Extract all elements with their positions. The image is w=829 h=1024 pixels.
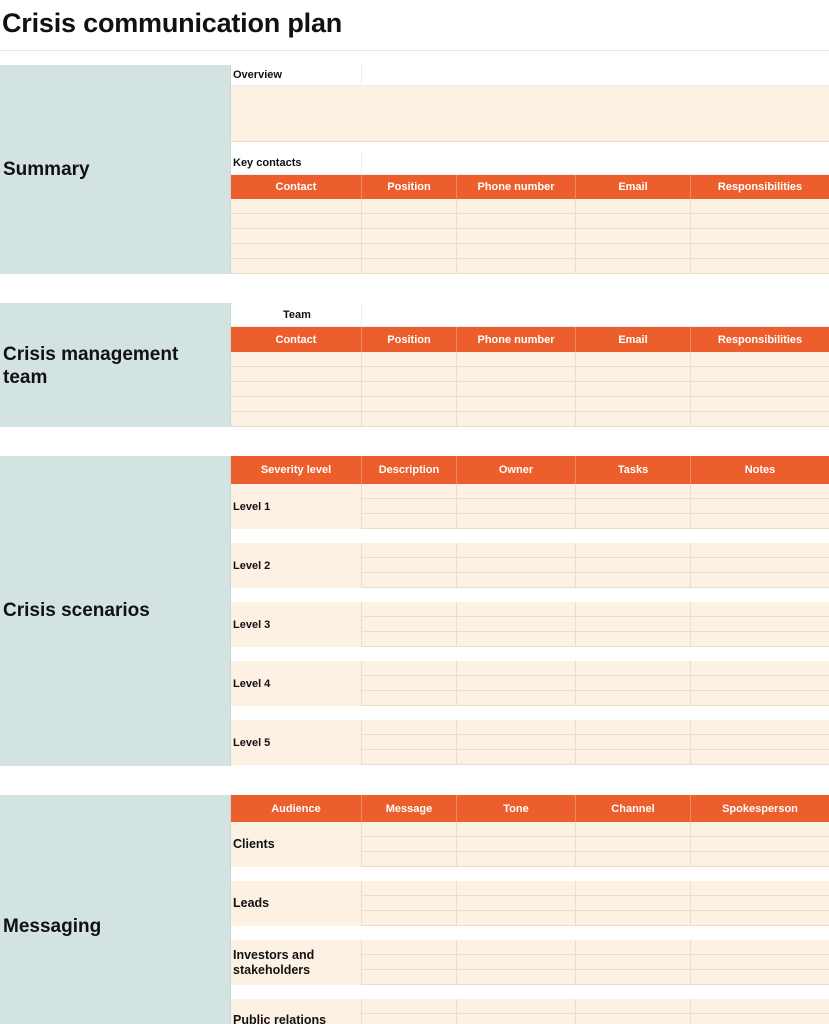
scenarios-header [231,456,829,484]
table-row [231,367,829,382]
group-spacer [231,867,829,881]
column-header: Contact [231,327,362,352]
severity-level-label: Level 3 [231,602,362,647]
section-summary-label-panel [0,65,231,274]
table-cell[interactable] [576,397,691,412]
team-label: Team [231,303,362,327]
table-cell[interactable] [457,367,576,382]
severity-level-group [231,720,829,765]
table-cell[interactable] [576,499,691,514]
table-cell[interactable] [576,259,691,274]
table-cell[interactable] [576,558,691,573]
column-header: Position [362,175,457,199]
table-cell[interactable] [576,632,691,647]
table-cell[interactable] [691,229,829,244]
table-cell[interactable] [362,661,457,676]
table-cell[interactable] [362,499,457,514]
group-spacer [231,926,829,940]
overview-textarea[interactable] [231,86,829,142]
section-team-label-panel [0,303,231,427]
table-cell[interactable] [691,750,829,765]
table-cell[interactable] [457,955,576,970]
group-spacer [231,647,829,661]
group-spacer [231,529,829,543]
table-cell[interactable] [457,999,576,1014]
messaging-header [231,795,829,822]
table-cell[interactable] [576,970,691,985]
table-cell[interactable] [457,676,576,691]
column-header: Contact [231,175,362,199]
audience-label: Public relations [231,999,362,1024]
table-cell[interactable] [691,514,829,529]
table-cell[interactable] [576,617,691,632]
table-cell[interactable] [576,676,691,691]
column-header: Phone number [457,175,576,199]
table-cell[interactable] [576,484,691,499]
table-cell[interactable] [362,352,457,367]
section-scenarios-label-panel [0,456,231,766]
table-cell[interactable] [576,661,691,676]
table-cell[interactable] [576,881,691,896]
table-row [231,259,829,274]
table-cell[interactable] [576,514,691,529]
audience-group [231,999,829,1024]
table-cell[interactable] [362,940,457,955]
table-cell[interactable] [691,602,829,617]
table-row [231,397,829,412]
table-cell[interactable] [362,229,457,244]
overview-row [231,65,829,86]
table-cell[interactable] [362,1014,457,1024]
table-cell[interactable] [362,514,457,529]
column-header: Severity level [231,456,362,484]
table-cell[interactable] [362,822,457,837]
table-row [231,229,829,244]
table-cell[interactable] [362,367,457,382]
table-row [231,214,829,229]
table-cell[interactable] [457,499,576,514]
column-header: Tone [457,795,576,822]
table-cell[interactable] [457,896,576,911]
table-cell[interactable] [576,199,691,214]
table-cell[interactable] [691,499,829,514]
table-cell[interactable] [457,484,576,499]
table-cell[interactable] [691,573,829,588]
table-cell[interactable] [362,558,457,573]
section-summary-title: Summary [3,159,90,180]
table-cell[interactable] [457,617,576,632]
column-header: Description [362,456,457,484]
severity-level-group [231,484,829,529]
table-cell[interactable] [231,412,362,427]
table-cell[interactable] [457,244,576,259]
team-row [231,303,829,327]
column-header: Tasks [576,456,691,484]
team-row-blank[interactable] [362,303,829,327]
table-cell[interactable] [576,412,691,427]
table-cell[interactable] [362,970,457,985]
overview-spacer [231,142,829,152]
column-header: Email [576,175,691,199]
table-cell[interactable] [457,382,576,397]
table-cell[interactable] [576,543,691,558]
group-spacer [231,985,829,999]
group-spacer [231,706,829,720]
table-cell[interactable] [691,244,829,259]
overview-label: Overview [231,65,362,86]
table-cell[interactable] [362,837,457,852]
group-spacer [231,588,829,602]
table-cell[interactable] [457,881,576,896]
table-cell[interactable] [691,199,829,214]
table-cell[interactable] [362,214,457,229]
table-cell[interactable] [576,852,691,867]
table-cell[interactable] [691,881,829,896]
audience-label: Clients [231,822,362,867]
table-cell[interactable] [457,852,576,867]
overview-row-blank[interactable] [362,65,829,86]
table-cell[interactable] [362,955,457,970]
team-grid [231,303,829,427]
table-cell[interactable] [691,259,829,274]
table-cell[interactable] [691,558,829,573]
table-cell[interactable] [691,852,829,867]
table-cell[interactable] [362,750,457,765]
table-cell[interactable] [691,214,829,229]
table-cell[interactable] [691,632,829,647]
table-cell[interactable] [362,412,457,427]
table-cell[interactable] [231,259,362,274]
table-cell[interactable] [362,896,457,911]
table-cell[interactable] [457,199,576,214]
table-cell[interactable] [691,720,829,735]
table-cell[interactable] [691,822,829,837]
table-cell[interactable] [691,661,829,676]
table-cell[interactable] [691,617,829,632]
table-row [231,244,829,259]
table-cell[interactable] [457,661,576,676]
table-cell[interactable] [576,382,691,397]
table-cell[interactable] [576,735,691,750]
table-cell[interactable] [362,484,457,499]
column-header: Responsibilities [691,175,829,199]
audience-label: Investors and stakeholders [231,940,362,985]
table-cell[interactable] [576,214,691,229]
table-cell[interactable] [691,735,829,750]
table-row [231,412,829,427]
table-cell[interactable] [576,367,691,382]
severity-level-label: Level 5 [231,720,362,765]
table-cell[interactable] [457,720,576,735]
page-title: Crisis communication plan [2,8,343,38]
table-cell[interactable] [362,397,457,412]
severity-level-group [231,543,829,588]
table-cell[interactable] [576,1014,691,1024]
table-cell[interactable] [576,352,691,367]
table-cell[interactable] [691,484,829,499]
audience-label: Leads [231,881,362,926]
table-cell[interactable] [457,573,576,588]
audience-group [231,822,829,867]
table-cell[interactable] [362,259,457,274]
table-cell[interactable] [362,382,457,397]
key-contacts-header [231,175,829,199]
section-team-title: Crisis management team [3,344,179,388]
table-cell[interactable] [231,199,362,214]
table-cell[interactable] [457,543,576,558]
table-cell[interactable] [457,214,576,229]
table-cell[interactable] [457,691,576,706]
column-header: Email [576,327,691,352]
column-header: Audience [231,795,362,822]
table-cell[interactable] [231,397,362,412]
scenarios-grid [231,456,829,766]
table-row [231,382,829,397]
table-cell[interactable] [457,822,576,837]
table-cell[interactable] [691,691,829,706]
table-cell[interactable] [691,940,829,955]
column-header: Owner [457,456,576,484]
table-cell[interactable] [576,602,691,617]
table-cell[interactable] [691,382,829,397]
title-divider [0,50,829,51]
table-cell[interactable] [457,750,576,765]
table-cell[interactable] [457,735,576,750]
table-cell[interactable] [576,229,691,244]
table-cell[interactable] [457,514,576,529]
key-contacts-label: Key contacts [231,152,362,175]
table-row [231,352,829,367]
table-cell[interactable] [576,955,691,970]
table-cell[interactable] [231,214,362,229]
column-header: Position [362,327,457,352]
table-cell[interactable] [691,397,829,412]
severity-level-label: Level 1 [231,484,362,529]
table-cell[interactable] [576,691,691,706]
table-cell[interactable] [691,412,829,427]
table-cell[interactable] [576,896,691,911]
table-cell[interactable] [231,244,362,259]
table-cell[interactable] [576,999,691,1014]
audience-group [231,940,829,985]
section-messaging-label-panel [0,795,231,1024]
table-cell[interactable] [362,911,457,926]
table-cell[interactable] [691,970,829,985]
severity-level-group [231,661,829,706]
table-cell[interactable] [576,244,691,259]
table-cell[interactable] [362,852,457,867]
table-cell[interactable] [691,367,829,382]
table-cell[interactable] [457,632,576,647]
table-cell[interactable] [576,822,691,837]
severity-level-label: Level 2 [231,543,362,588]
severity-level-group [231,602,829,647]
table-cell[interactable] [457,229,576,244]
table-cell[interactable] [362,543,457,558]
key-contacts-row [231,152,829,175]
table-cell[interactable] [691,911,829,926]
table-cell[interactable] [691,999,829,1014]
table-cell[interactable] [231,367,362,382]
column-header: Responsibilities [691,327,829,352]
table-cell[interactable] [691,543,829,558]
table-cell[interactable] [457,911,576,926]
key-contacts-row-blank[interactable] [362,152,829,175]
table-cell[interactable] [576,720,691,735]
table-cell[interactable] [691,896,829,911]
table-cell[interactable] [231,382,362,397]
column-header: Channel [576,795,691,822]
table-cell[interactable] [362,632,457,647]
table-cell[interactable] [457,412,576,427]
column-header: Phone number [457,327,576,352]
messaging-grid [231,795,829,1024]
table-cell[interactable] [457,1014,576,1024]
column-header: Spokesperson [691,795,829,822]
table-cell[interactable] [576,911,691,926]
table-cell[interactable] [231,352,362,367]
table-cell[interactable] [362,244,457,259]
table-cell[interactable] [362,999,457,1014]
audience-group [231,881,829,926]
table-cell[interactable] [691,837,829,852]
table-cell[interactable] [362,617,457,632]
section-scenarios-title: Crisis scenarios [3,600,150,621]
table-cell[interactable] [457,397,576,412]
table-cell[interactable] [362,199,457,214]
table-cell[interactable] [457,970,576,985]
table-cell[interactable] [457,558,576,573]
table-cell[interactable] [691,676,829,691]
table-cell[interactable] [457,837,576,852]
summary-grid [231,65,829,274]
table-cell[interactable] [691,955,829,970]
table-cell[interactable] [576,837,691,852]
table-cell[interactable] [576,573,691,588]
table-cell[interactable] [457,940,576,955]
table-cell[interactable] [362,881,457,896]
table-cell[interactable] [362,602,457,617]
severity-level-label: Level 4 [231,661,362,706]
table-cell[interactable] [362,573,457,588]
column-header: Notes [691,456,829,484]
column-header: Message [362,795,457,822]
section-messaging-title: Messaging [3,916,102,937]
table-cell[interactable] [362,691,457,706]
table-cell[interactable] [362,720,457,735]
table-cell[interactable] [576,750,691,765]
table-cell[interactable] [457,352,576,367]
table-cell[interactable] [576,940,691,955]
table-cell[interactable] [691,1014,829,1024]
team-header [231,327,829,352]
table-cell[interactable] [231,229,362,244]
table-cell[interactable] [362,735,457,750]
table-cell[interactable] [457,602,576,617]
table-cell[interactable] [691,352,829,367]
table-row [231,199,829,214]
table-cell[interactable] [362,676,457,691]
table-cell[interactable] [457,259,576,274]
